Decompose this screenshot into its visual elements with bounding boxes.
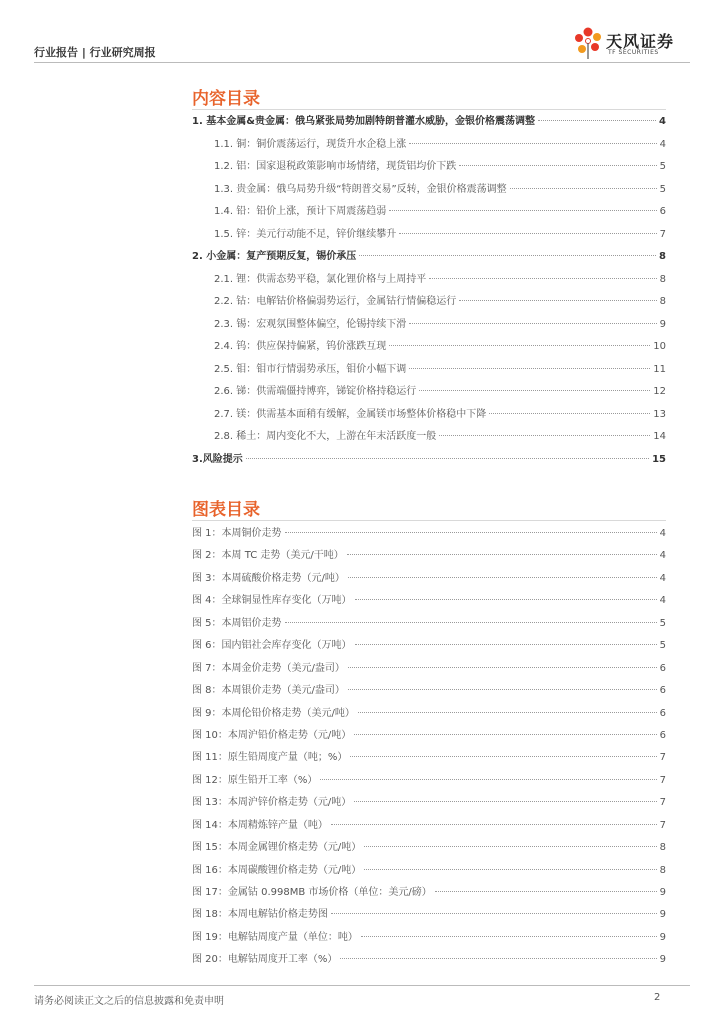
entry-page-number: 5 (659, 161, 666, 172)
entry-title: 2.1. 锂：供需态势平稳，氯化锂价格与上周持平 (214, 273, 427, 285)
entry-page-number: 7 (659, 228, 666, 240)
entry-page-number: 5 (659, 183, 666, 195)
figure-entry[interactable] (192, 725, 666, 747)
figures-list (192, 523, 666, 972)
entry-page-number: 8 (659, 842, 666, 854)
figure-entry[interactable] (192, 815, 666, 837)
entry-page-number: 15 (652, 453, 666, 465)
entry-title: 2.2. 钴：电解钴价格偏弱势运行，金属钴行情偏稳运行 (214, 296, 457, 307)
entry-page-number: 7 (659, 752, 666, 764)
entry-page-number: 6 (659, 206, 666, 217)
entry-title: 图 16：本周碳酸锂价格走势（元/吨） (192, 864, 362, 876)
dot-leader (389, 345, 650, 346)
entry-page-number: 4 (659, 116, 666, 127)
brand-logo (570, 26, 690, 60)
entry-title: 1.3. 贵金属：俄乌局势升级“特朗普交易”反转，金银价格震荡调整 (214, 183, 507, 195)
entry-page-number: 5 (659, 617, 666, 629)
dot-leader (348, 667, 657, 668)
entry-title: 图 1：本周铜价走势 (192, 528, 282, 539)
figure-entry[interactable] (192, 703, 666, 725)
entry-page-number: 9 (659, 931, 666, 943)
entry-page-number: 7 (659, 774, 666, 786)
figure-entry[interactable] (192, 904, 666, 926)
entry-page-number: 10 (653, 341, 666, 352)
dot-leader (459, 165, 656, 166)
toc-section-entry[interactable] (192, 449, 666, 472)
entry-page-number: 8 (659, 296, 666, 307)
entry-title: 3.风险提示 (192, 453, 243, 465)
entry-title: 图 6：国内铝社会库存变化（万吨） (192, 640, 352, 652)
entry-page-number: 12 (653, 386, 666, 397)
figure-entry[interactable] (192, 860, 666, 882)
figure-entry[interactable] (192, 613, 666, 635)
dot-leader (399, 233, 656, 234)
entry-page-number: 4 (659, 528, 666, 539)
entry-page-number: 8 (659, 273, 666, 285)
entry-title: 图 10：本周沪铅价格走势（元/吨） (192, 729, 352, 741)
toc-subsection-entry[interactable] (192, 314, 666, 337)
figure-entry[interactable] (192, 837, 666, 859)
entry-page-number: 4 (659, 550, 666, 562)
entry-page-number: 7 (659, 819, 666, 831)
dot-leader (340, 958, 656, 959)
entry-title: 1.4. 铅：铅价上涨，预计下周震荡趋弱 (214, 206, 387, 217)
entry-title: 图 20：电解钴周度开工率（%） (192, 954, 338, 966)
toc-subsection-entry[interactable] (192, 291, 666, 314)
dot-leader (409, 368, 650, 369)
entry-title: 图 12：原生铅开工率（%） (192, 774, 318, 786)
toc-section-entry[interactable] (192, 111, 666, 134)
figure-entry[interactable] (192, 658, 666, 680)
entry-page-number: 4 (659, 572, 666, 584)
entry-title: 图 3：本周硫酸价格走势（元/吨） (192, 572, 345, 584)
entry-title: 2.5. 钼：钼市行情弱势承压，钼价小幅下调 (214, 363, 407, 375)
entry-page-number: 5 (659, 640, 666, 652)
figure-entry[interactable] (192, 568, 666, 590)
entry-title: 1.2. 铝：国家退税政策影响市场情绪，现货铝均价下跌 (214, 161, 457, 172)
toc-subsection-entry[interactable] (192, 336, 666, 359)
entry-page-number: 9 (659, 954, 666, 966)
page-number: 2 (654, 992, 661, 1003)
toc-subsection-entry[interactable] (192, 224, 666, 247)
toc-subsection-entry[interactable] (192, 134, 666, 157)
contents-title: 内容目录 (192, 89, 260, 109)
header-divider (34, 62, 690, 63)
dot-leader (347, 554, 657, 555)
entry-title: 图 4：全球铜显性库存变化（万吨） (192, 595, 352, 607)
dot-leader (435, 891, 657, 892)
entry-title: 2.4. 钨：供应保持偏紧，钨价涨跌互现 (214, 341, 387, 352)
dot-leader (409, 143, 656, 144)
entry-title: 图 2：本周 TC 走势（美元/干吨） (192, 550, 344, 562)
entry-page-number: 8 (659, 864, 666, 876)
figure-entry[interactable] (192, 590, 666, 612)
toc-subsection-entry[interactable] (192, 179, 666, 202)
dot-leader (355, 644, 657, 645)
entry-title: 1.1. 铜：铜价震荡运行，现货升水企稳上涨 (214, 138, 407, 150)
entry-title: 图 9：本周伦铅价格走势（美元/吨） (192, 707, 355, 719)
entry-title: 2.7. 镁：供需基本面稍有缓解，金属镁市场整体价格稳中下降 (214, 408, 487, 420)
entry-page-number: 6 (659, 729, 666, 741)
dot-leader (285, 532, 657, 533)
dot-leader (361, 936, 657, 937)
report-type-label: 行业报告 | 行业研究周报 (34, 46, 156, 59)
entry-title: 2.8. 稀土：周内变化不大，上游在年末活跃度一般 (214, 431, 437, 442)
dot-leader (285, 622, 657, 623)
entry-title: 图 13：本周沪锌价格走势（元/吨） (192, 797, 352, 809)
dot-leader (331, 824, 657, 825)
brand-name-cn: 天风证券 (606, 32, 675, 51)
entry-title: 图 17：金属钴 0.998MB 市场价格（单位：美元/磅） (192, 887, 432, 898)
entry-title: 图 14：本周精炼锌产量（吨） (192, 819, 328, 831)
figure-entry[interactable] (192, 792, 666, 814)
figures-title-rule (192, 520, 666, 521)
toc-subsection-entry[interactable] (192, 359, 666, 382)
footer-divider (34, 985, 690, 986)
entry-title: 图 11：原生铅周度产量（吨；%） (192, 752, 348, 764)
entry-title: 图 7：本周金价走势（美元/盎司） (192, 662, 345, 674)
flower-logo-icon (570, 26, 606, 60)
dot-leader (358, 712, 657, 713)
footer-disclaimer: 请务必阅读正文之后的信息披露和免责申明 (34, 996, 224, 1007)
dot-leader (354, 801, 656, 802)
dot-leader (348, 577, 657, 578)
dot-leader (364, 846, 656, 847)
brand-name-en: TF SECURITIES (608, 49, 659, 56)
dot-leader (459, 300, 656, 301)
figure-entry[interactable] (192, 523, 666, 545)
entry-title: 图 19：电解钴周度产量（单位：吨） (192, 931, 358, 943)
contents-title-rule (192, 109, 666, 110)
dot-leader (331, 913, 657, 914)
figure-entry[interactable] (192, 680, 666, 702)
toc-subsection-entry[interactable] (192, 404, 666, 427)
figure-entry[interactable] (192, 882, 666, 904)
dot-leader (354, 734, 656, 735)
toc-subsection-entry[interactable] (192, 426, 666, 449)
figure-entry[interactable] (192, 927, 666, 949)
toc-subsection-entry[interactable] (192, 269, 666, 292)
contents-list (192, 111, 666, 471)
toc-section-entry[interactable] (192, 246, 666, 269)
entry-page-number: 11 (653, 363, 666, 375)
entry-page-number: 6 (659, 662, 666, 674)
entry-page-number: 14 (653, 431, 666, 442)
entry-title: 1. 基本金属&贵金属：俄乌紧张局势加剧特朗普灌水威胁，金银价格震荡调整 (192, 116, 535, 127)
entry-title: 图 18：本周电解钴价格走势图 (192, 909, 328, 921)
dot-leader (439, 435, 650, 436)
dot-leader (355, 599, 657, 600)
entry-page-number: 9 (659, 318, 666, 330)
toc-subsection-entry[interactable] (192, 201, 666, 224)
dot-leader (538, 120, 656, 121)
dot-leader (489, 413, 650, 414)
entry-page-number: 8 (659, 251, 666, 262)
figure-entry[interactable] (192, 747, 666, 769)
dot-leader (348, 689, 657, 690)
entry-title: 图 8：本周银价走势（美元/盎司） (192, 685, 345, 697)
entry-page-number: 6 (659, 707, 666, 719)
dot-leader (364, 869, 656, 870)
figure-entry[interactable] (192, 635, 666, 657)
dot-leader (409, 323, 656, 324)
dot-leader (359, 255, 656, 256)
dot-leader (429, 278, 656, 279)
entry-title: 2. 小金属：复产预期反复，锡价承压 (192, 251, 357, 262)
entry-page-number: 4 (659, 138, 666, 150)
entry-title: 2.3. 锡：宏观氛围整体偏空，伦锡持续下滑 (214, 318, 407, 330)
entry-page-number: 13 (653, 408, 666, 420)
toc-subsection-entry[interactable] (192, 381, 666, 404)
entry-title: 1.5. 锌：美元行动能不足，锌价继续攀升 (214, 228, 397, 240)
dot-leader (246, 458, 649, 459)
entry-page-number: 6 (659, 685, 666, 697)
entry-title: 图 5：本周铝价走势 (192, 617, 282, 629)
figure-entry[interactable] (192, 949, 666, 971)
entry-title: 图 15：本周金属锂价格走势（元/吨） (192, 842, 362, 854)
dot-leader (419, 390, 650, 391)
entry-page-number: 7 (659, 797, 666, 809)
dot-leader (320, 779, 656, 780)
dot-leader (389, 210, 656, 211)
figure-entry[interactable] (192, 770, 666, 792)
entry-page-number: 9 (659, 887, 666, 898)
figures-title: 图表目录 (192, 500, 260, 520)
entry-title: 2.6. 锑：供需端僵持博弈，锑锭价格持稳运行 (214, 386, 417, 397)
dot-leader (510, 188, 657, 189)
figure-entry[interactable] (192, 545, 666, 567)
entry-page-number: 9 (659, 909, 666, 921)
toc-subsection-entry[interactable] (192, 156, 666, 179)
dot-leader (350, 756, 656, 757)
entry-page-number: 4 (659, 595, 666, 607)
